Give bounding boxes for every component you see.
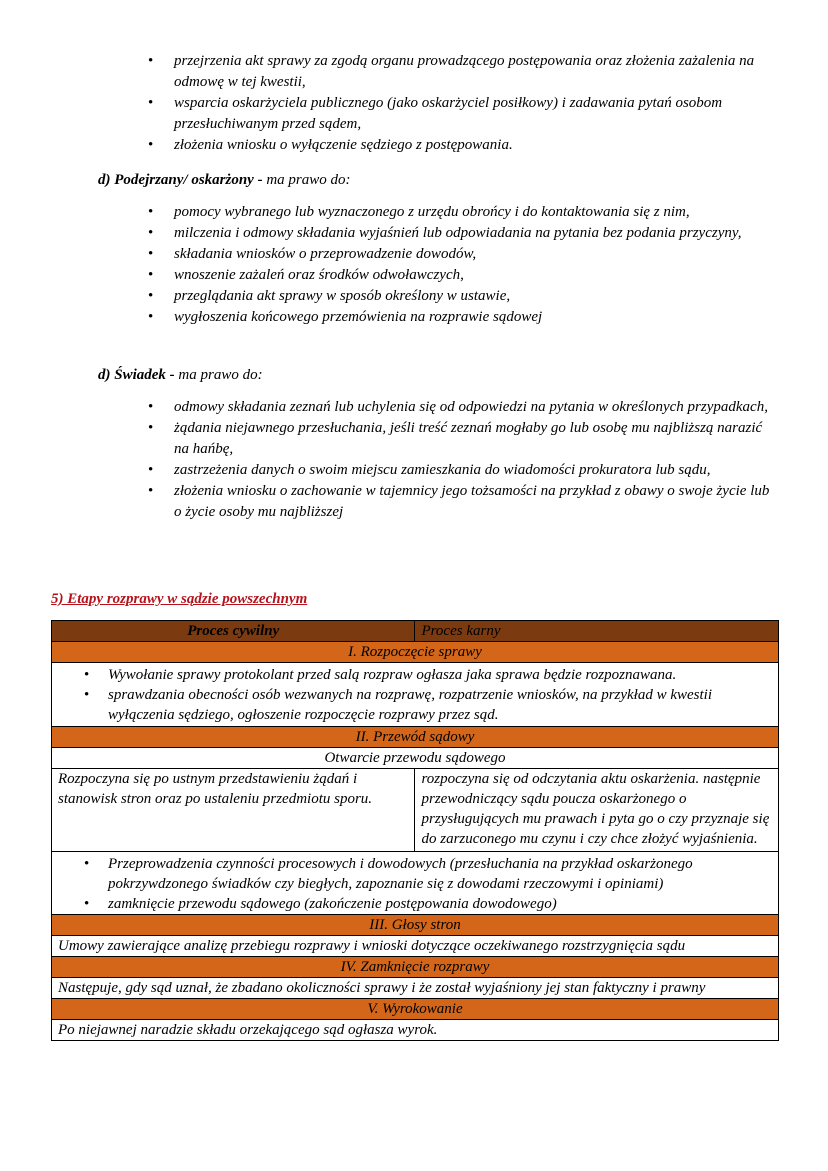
table-row bbox=[52, 957, 779, 978]
table-row bbox=[52, 1020, 779, 1041]
witness-heading-bold: d) Świadek - bbox=[98, 367, 175, 383]
stage-4-header: IV. Zamknięcie rozprawy bbox=[52, 957, 779, 978]
trial-stages-table bbox=[51, 620, 779, 1041]
stage-1-content bbox=[52, 663, 779, 727]
suspect-heading bbox=[98, 170, 351, 191]
table-row bbox=[52, 852, 779, 915]
list-item: • wsparcia oskarżyciela publicznego (jako oskarżyciel posiłkowy) i zadawania pytań osobom przesłuchiwanym przed sądem, bbox=[174, 93, 774, 135]
rights-list-continued bbox=[174, 51, 774, 156]
list-item: • zamknięcie przewodu sądowego (zakończenie postępowania dowodowego) bbox=[108, 894, 772, 914]
suspect-heading-rest: ma prawo do: bbox=[262, 172, 351, 188]
stage-5-content: Po niejawnej naradzie składu orzekającego sąd ogłasza wyrok. bbox=[52, 1020, 779, 1041]
column-header-criminal: Proces karny bbox=[415, 621, 779, 642]
stage-4-content: Następuje, gdy sąd uznał, że zbadano okoliczności sprawy i że został wyjaśniony jej stan faktyczny i prawny bbox=[52, 978, 779, 999]
column-header-civil: Proces cywilny bbox=[52, 621, 415, 642]
suspect-heading-bold: d) Podejrzany/ oskarżony - bbox=[98, 172, 263, 188]
list-item: • wnoszenie zażaleń oraz środków odwoławczych, bbox=[174, 265, 774, 286]
table-row bbox=[52, 769, 779, 852]
list-item: • zastrzeżenia danych o swoim miejscu zamieszkania do wiadomości prokuratora lub sądu, bbox=[174, 460, 774, 481]
witness-heading bbox=[98, 365, 263, 386]
stage-1-header: I. Rozpoczęcie sprawy bbox=[52, 642, 779, 663]
list-item: • złożenia wniosku o zachowanie w tajemnicy jego tożsamości na przykład z obawy o swoje życie lub o życie osoby mu najbliższej bbox=[174, 481, 774, 523]
stage-2-content bbox=[52, 852, 779, 915]
table-row bbox=[52, 727, 779, 748]
list-item: • żądania niejawnego przesłuchania, jeśli treść zeznań mogłaby go lub osobę mu najbliższą narazić na hańbę, bbox=[174, 418, 774, 460]
table-header-row bbox=[52, 621, 779, 642]
table-row bbox=[52, 642, 779, 663]
table-row bbox=[52, 663, 779, 727]
table-row bbox=[52, 978, 779, 999]
criminal-opening-cell: rozpoczyna się od odczytania aktu oskarżenia. następnie przewodniczący sądu poucza oskarżonego o przysługujących mu prawach i pyta go o czy przyznaje się do zarzuconego mu czynu i czy chce złożyć wyjaśnienia. bbox=[415, 769, 779, 852]
stage-3-content: Umowy zawierające analizę przebiegu rozprawy i wnioski dotyczące oczekiwanego rozstrzygnięcia sądu bbox=[52, 936, 779, 957]
list-item: • Przeprowadzenia czynności procesowych i dowodowych (przesłuchania na przykład oskarżonego pokrzywdzonego świadków czy biegłych, zapoznanie się z dowodami rzeczowymi i opiniami) bbox=[108, 854, 772, 894]
list-item: • wygłoszenia końcowego przemówienia na rozprawie sądowej bbox=[174, 307, 774, 328]
section-title: 5) Etapy rozprawy w sądzie powszechnym bbox=[51, 591, 308, 607]
list-item: • sprawdzania obecności osób wezwanych na rozprawę, rozpatrzenie wniosków, na przykład w kwestii wyłączenia sędziego, ogłoszenie rozpoczęcie rozprawy przez sąd. bbox=[108, 685, 772, 725]
stage-2-subheader: Otwarcie przewodu sądowego bbox=[52, 748, 779, 769]
table-row bbox=[52, 748, 779, 769]
witness-heading-rest: ma prawo do: bbox=[174, 367, 263, 383]
civil-opening-cell: Rozpoczyna się po ustnym przedstawieniu żądań i stanowisk stron oraz po ustaleniu przedmiotu sporu. bbox=[52, 769, 415, 852]
list-item: • odmowy składania zeznań lub uchylenia się od odpowiedzi na pytania w określonych przypadkach, bbox=[174, 397, 774, 418]
list-item: • przeglądania akt sprawy w sposób określony w ustawie, bbox=[174, 286, 774, 307]
stage-3-header: III. Głosy stron bbox=[52, 915, 779, 936]
list-item: • Wywołanie sprawy protokolant przed salą rozpraw ogłasza jaka sprawa będzie rozpoznawana. bbox=[108, 665, 772, 685]
list-item: • milczenia i odmowy składania wyjaśnień lub odpowiadania na pytania bez podania przyczyny, bbox=[174, 223, 774, 244]
table-row bbox=[52, 999, 779, 1020]
list-item: • pomocy wybranego lub wyznaczonego z urzędu obrońcy i do kontaktowania się z nim, bbox=[174, 202, 774, 223]
table-row bbox=[52, 936, 779, 957]
suspect-rights-list bbox=[174, 202, 774, 328]
stage-5-header: V. Wyrokowanie bbox=[52, 999, 779, 1020]
list-item: • składania wniosków o przeprowadzenie dowodów, bbox=[174, 244, 774, 265]
list-item: • złożenia wniosku o wyłączenie sędziego z postępowania. bbox=[174, 135, 774, 156]
witness-rights-list bbox=[174, 397, 774, 523]
table-row bbox=[52, 915, 779, 936]
stage-2-header: II. Przewód sądowy bbox=[52, 727, 779, 748]
list-item: • przejrzenia akt sprawy za zgodą organu prowadzącego postępowania oraz złożenia zażalenia na odmowę w tej kwestii, bbox=[174, 51, 774, 93]
